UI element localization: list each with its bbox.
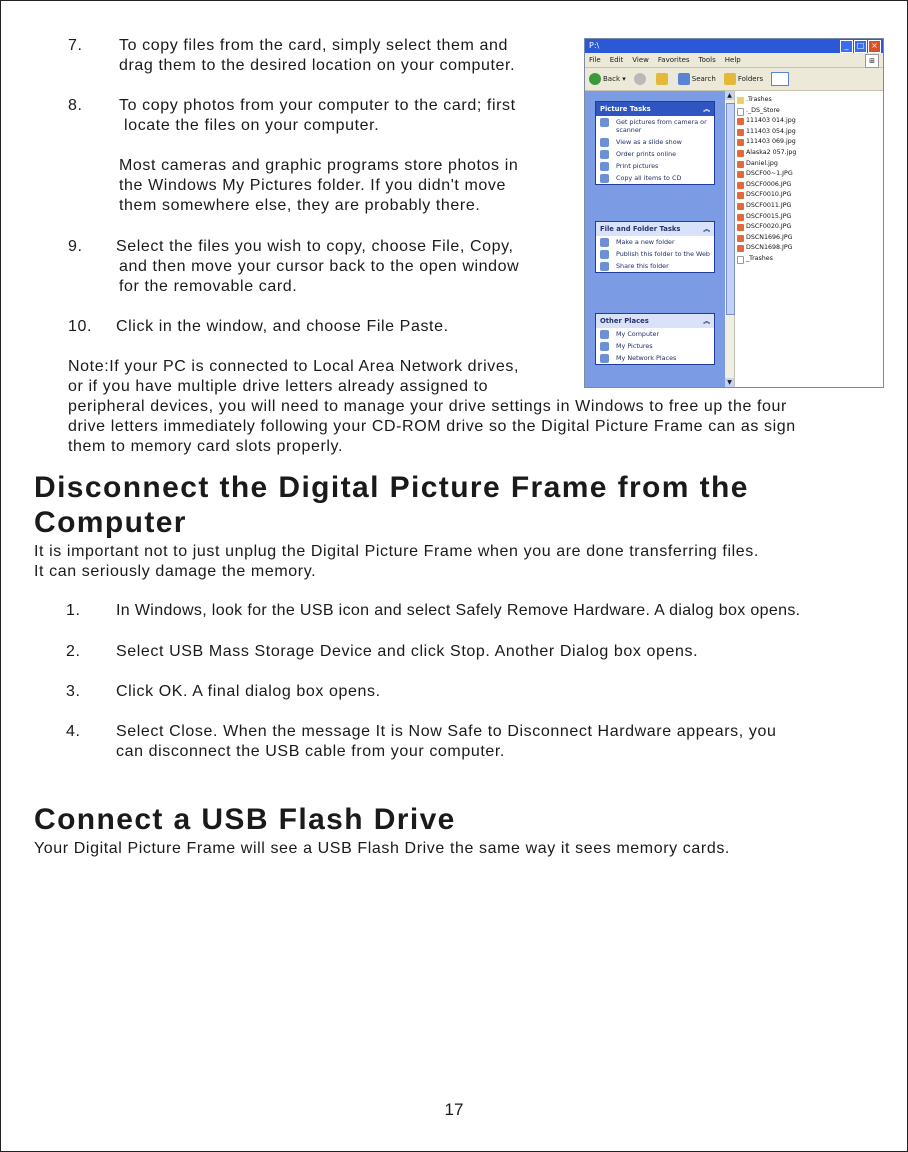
- collapse-chevron-icon: ︽: [703, 225, 710, 233]
- image-file-icon: [737, 150, 744, 157]
- step-text: drag them to the desired location on your computer.: [119, 57, 516, 74]
- step-text: locate the files on your computer.: [119, 117, 380, 134]
- folders-icon: [724, 73, 736, 85]
- image-file-icon: [737, 235, 744, 242]
- page-number: 17: [444, 1100, 464, 1119]
- windows-logo-icon: ⊞: [865, 54, 879, 68]
- image-file-icon: [737, 161, 744, 168]
- note-line: them to memory card slots properly.: [68, 438, 344, 455]
- step-text: can disconnect the USB cable from your computer.: [116, 743, 505, 760]
- search-button: Search: [678, 68, 716, 90]
- scroll-down-icon: ▼: [725, 378, 734, 387]
- slideshow-icon: [600, 138, 609, 147]
- file-name: Alaska2 057.jpg: [746, 148, 797, 156]
- search-icon: [678, 73, 690, 85]
- note-line: drive letters immediately following your CD-ROM drive so the Digital Picture Frame can as sign: [68, 418, 796, 435]
- explorer-window-screenshot: [584, 38, 884, 388]
- step-text: Select USB Mass Storage Device and click Stop. Another Dialog box opens.: [116, 643, 699, 660]
- place-item: My Pictures: [596, 340, 714, 352]
- file-name: DSCN1698.JPG: [746, 244, 793, 252]
- task-item: View as a slide show: [596, 136, 714, 148]
- network-places-icon: [600, 354, 609, 363]
- file-item: [737, 201, 796, 212]
- file-icon: [737, 108, 744, 116]
- section-heading-disconnect-cont: Computer: [34, 506, 187, 539]
- image-file-icon: [737, 129, 744, 136]
- close-icon: ×: [868, 40, 881, 53]
- file-list: [737, 95, 796, 265]
- picture-tasks-panel: [595, 101, 715, 185]
- file-item: [737, 95, 796, 106]
- globe-icon: [600, 150, 609, 159]
- panel-header: Picture Tasks ︽: [596, 102, 714, 116]
- image-file-icon: [737, 118, 744, 125]
- menu-file: File: [589, 56, 601, 64]
- menu-help: Help: [724, 56, 741, 64]
- step-number: 1.: [66, 602, 81, 619]
- menu-favorites: Favorites: [657, 56, 690, 64]
- step-text: In Windows, look for the USB icon and select Safely Remove Hardware. A dialog box opens.: [116, 602, 801, 619]
- publish-web-icon: [600, 250, 609, 259]
- file-name: _Trashes: [746, 254, 773, 262]
- menu-edit: Edit: [609, 56, 624, 64]
- file-name: DSCF0011.JPG: [746, 201, 792, 209]
- back-button: Back ▾: [589, 68, 626, 90]
- step-number: 3.: [66, 683, 81, 700]
- image-file-icon: [737, 192, 744, 199]
- file-name: Daniel.jpg: [746, 159, 778, 167]
- file-icon: [737, 256, 744, 264]
- file-item: [737, 243, 796, 254]
- file-name: DSCF0010.JPG: [746, 191, 792, 199]
- collapse-chevron-icon: ︽: [703, 105, 710, 113]
- task-item: Publish this folder to the Web: [596, 248, 714, 260]
- step-text: Most cameras and graphic programs store photos in: [119, 157, 519, 174]
- step-text: the Windows My Pictures folder. If you didn't move: [119, 177, 506, 194]
- views-icon: [771, 72, 789, 86]
- menu-tools: Tools: [698, 56, 716, 64]
- file-folder-tasks-panel: [595, 221, 715, 273]
- place-item: My Computer: [596, 328, 714, 340]
- image-file-icon: [737, 203, 744, 210]
- usb-text: Your Digital Picture Frame will see a USB Flash Drive the same way it sees memory cards.: [34, 840, 730, 857]
- step-number: 7.: [68, 37, 83, 54]
- file-item: [737, 137, 796, 148]
- image-file-icon: [737, 182, 744, 189]
- cd-icon: [600, 174, 609, 183]
- image-file-icon: [737, 171, 744, 178]
- file-name: DSCF0020.JPG: [746, 223, 792, 231]
- image-file-icon: [737, 214, 744, 221]
- step-text: Select Close. When the message It is Now Safe to Disconnect Hardware appears, you: [116, 723, 777, 740]
- file-name: 111403 054.jpg: [746, 127, 796, 135]
- back-arrow-icon: [589, 73, 601, 85]
- file-name: 111403 014.jpg: [746, 117, 796, 125]
- window-titlebar: [585, 39, 883, 53]
- step-text: To copy photos from your computer to the card; first: [119, 97, 516, 114]
- minimize-icon: _: [840, 40, 853, 53]
- step-text: Click in the window, and choose File Paste.: [116, 318, 449, 335]
- task-item: Print pictures: [596, 160, 714, 172]
- new-folder-icon: [600, 238, 609, 247]
- file-list-pane: [725, 91, 883, 387]
- up-folder-icon: [656, 73, 668, 85]
- disconnect-intro: It is important not to just unplug the Digital Picture Frame when you are done transferring files.: [34, 543, 759, 560]
- task-item: Make a new folder: [596, 236, 714, 248]
- menu-view: View: [632, 56, 649, 64]
- file-item: [737, 106, 796, 117]
- file-item: [737, 127, 796, 138]
- file-item: [737, 169, 796, 180]
- folder-icon: [737, 97, 744, 104]
- file-item: [737, 180, 796, 191]
- step-text: them somewhere else, they are probably there.: [119, 197, 481, 214]
- explorer-toolbar: [585, 68, 883, 91]
- step-number: 10.: [68, 318, 93, 335]
- section-heading-usb: Connect a USB Flash Drive: [34, 803, 456, 836]
- task-item: Order prints online: [596, 148, 714, 160]
- note-line: Note:If your PC is connected to Local Area Network drives,: [68, 358, 519, 375]
- step-number: 9.: [68, 238, 83, 255]
- file-item: [737, 190, 796, 201]
- file-item: [737, 254, 796, 265]
- share-folder-icon: [600, 262, 609, 271]
- file-item: [737, 148, 796, 159]
- scrollbar: [725, 91, 735, 387]
- file-name: .Trashes: [746, 96, 772, 103]
- step-text: To copy files from the card, simply select them and: [119, 37, 508, 54]
- file-item: [737, 116, 796, 127]
- my-computer-icon: [600, 330, 609, 339]
- file-name: DSCF0015.JPG: [746, 212, 792, 220]
- step-text: Select the files you wish to copy, choose File, Copy,: [116, 238, 514, 255]
- forward-arrow-icon: [634, 73, 646, 85]
- scroll-up-icon: ▲: [725, 91, 734, 100]
- folders-button: Folders: [724, 68, 763, 90]
- task-item: Get pictures from camera or scanner: [596, 116, 714, 136]
- collapse-chevron-icon: ︽: [703, 317, 710, 325]
- note-line: or if you have multiple drive letters already assigned to: [68, 378, 489, 395]
- file-item: [737, 212, 796, 223]
- printer-icon: [600, 162, 609, 171]
- place-item: My Network Places: [596, 352, 714, 364]
- file-name: ._DS_Store: [746, 106, 780, 114]
- task-pane: [585, 91, 725, 387]
- step-text: and then move your cursor back to the open window: [119, 258, 520, 275]
- camera-icon: [600, 118, 609, 127]
- note-line: peripheral devices, you will need to manage your drive settings in Windows to free up the four: [68, 398, 787, 415]
- step-text: for the removable card.: [119, 278, 298, 295]
- step-text: Click OK. A final dialog box opens.: [116, 683, 381, 700]
- file-item: [737, 233, 796, 244]
- file-item: [737, 222, 796, 233]
- file-name: DSCF0006.JPG: [746, 180, 792, 188]
- file-name: DSCF00~1.JPG: [746, 170, 793, 178]
- image-file-icon: [737, 139, 744, 146]
- task-item: Share this folder: [596, 260, 714, 272]
- task-item: Copy all items to CD: [596, 172, 714, 184]
- file-item: [737, 159, 796, 170]
- menu-bar: [585, 53, 883, 68]
- disconnect-intro: It can seriously damage the memory.: [34, 563, 317, 580]
- maximize-icon: □: [854, 40, 867, 53]
- file-name: 111403 069.jpg: [746, 138, 796, 146]
- panel-header: File and Folder Tasks ︽: [596, 222, 714, 236]
- my-pictures-icon: [600, 342, 609, 351]
- image-file-icon: [737, 245, 744, 252]
- file-name: DSCN1696.JPG: [746, 233, 793, 241]
- step-number: 2.: [66, 643, 81, 660]
- window-title: P:\: [589, 41, 600, 50]
- step-number: 8.: [68, 97, 83, 114]
- section-heading-disconnect: Disconnect the Digital Picture Frame from the: [34, 471, 749, 504]
- scroll-thumb: [726, 103, 735, 315]
- image-file-icon: [737, 224, 744, 231]
- step-number: 4.: [66, 723, 81, 740]
- panel-header: Other Places ︽: [596, 314, 714, 328]
- other-places-panel: [595, 313, 715, 365]
